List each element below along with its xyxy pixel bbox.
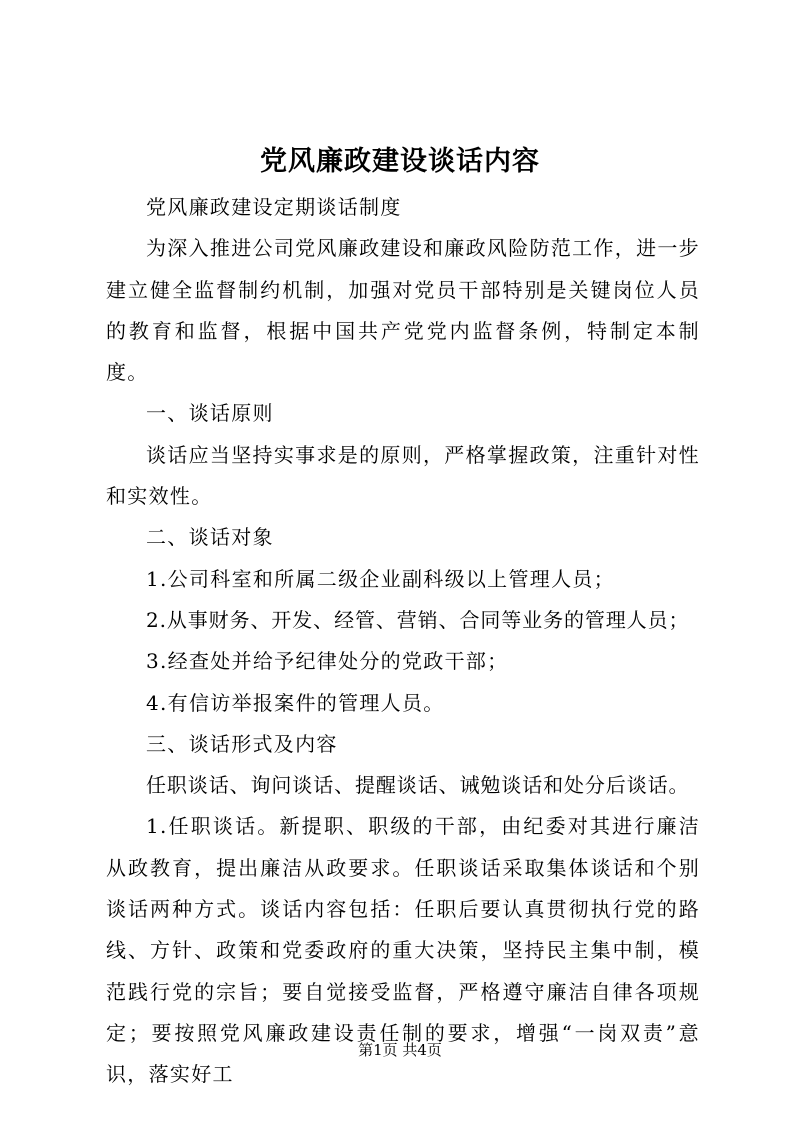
document-body — [106, 187, 700, 1096]
principle-paragraph: 谈话应当坚持实事求是的原则，严格掌握政策，注重针对性和实效性。 — [106, 442, 700, 509]
target-item-4: 4.有信访举报案件的管理人员。 — [146, 690, 445, 715]
section-heading-targets: 二、谈话对象 — [146, 525, 274, 550]
section-heading-principle: 一、谈话原则 — [146, 401, 274, 426]
document-title: 党风廉政建设谈话内容 — [260, 146, 540, 177]
page-footer: 第1页 共4页 — [358, 1041, 442, 1059]
target-item-1: 1.公司科室和所属二级企业副科级以上管理人员； — [146, 566, 615, 591]
intro-paragraph: 为深入推进公司党风廉政建设和廉政风险防范工作，进一步建立健全监督制约机制，加强对党员干部特别是关键岗位人员的教育和监督，根据中国共产党党内监督条例，特制定本制度。 — [106, 236, 700, 385]
appointment-talk-paragraph: 1.任职谈话。新提职、职级的干部，由纪委对其进行廉洁从政教育，提出廉洁从政要求。任职谈话采取集体谈话和个别谈话两种方式。谈话内容包括：任职后要认真贯彻执行党的路线、方针、政策和党委政府的重大决策，坚持民主集中制，模范践行党的宗旨；要自觉接受监督，严格遵守廉洁自律各项规定；要按照党风廉政建设责任制的要求，增强“一岗双责”意识，落实好工 — [106, 814, 700, 1087]
section-subtitle: 党风廉政建设定期谈话制度 — [146, 195, 402, 219]
target-item-2: 2.从事财务、开发、经管、营销、合同等业务的管理人员； — [146, 607, 690, 632]
target-item-3: 3.经查处并给予纪律处分的党政干部； — [146, 649, 509, 674]
section-heading-forms: 三、谈话形式及内容 — [146, 731, 338, 756]
forms-paragraph: 任职谈话、询问谈话、提醒谈话、诫勉谈话和处分后谈话。 — [146, 773, 690, 798]
